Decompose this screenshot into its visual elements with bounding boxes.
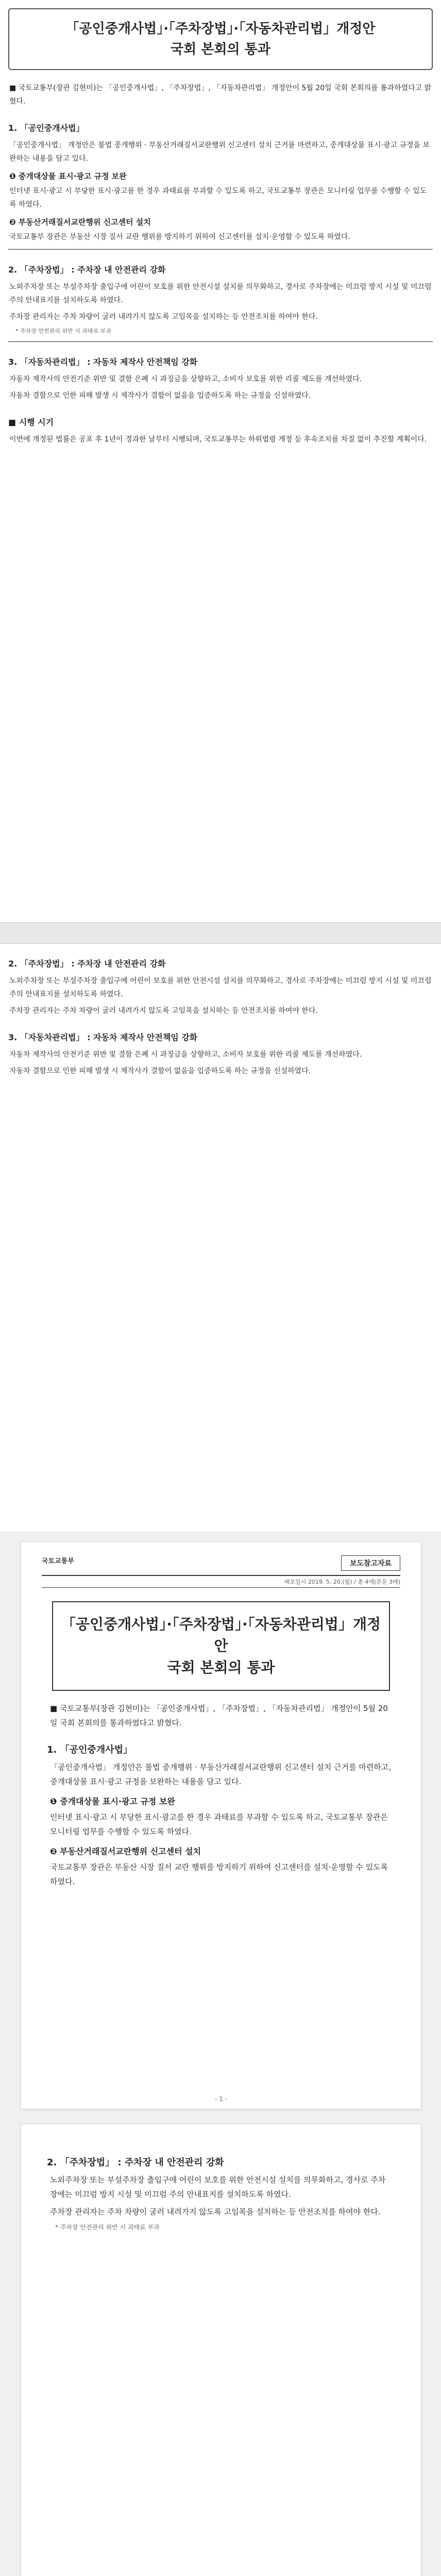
sheet-s1-sub1: ❶ 중개대상물 표시·광고 규정 보완	[50, 1797, 175, 1806]
s1-sub2: ❷ 부동산거래질서교란행위 신고센터 설치	[9, 217, 151, 227]
s1-p1: 「공인중개사법」 개정안은 불법 중개행위 · 부동산거래질서교란행위 신고센터 설치 근거를 마련하고, 중개대상물 표시·광고 규정을 보완하는 내용을 담고 있다.	[9, 141, 430, 163]
page-2	[0, 944, 441, 1531]
sheet-s1-p2: 인터넷 표시·광고 시 부당한 표시·광고를 한 경우 과태료를 부과할 수 있도록 하고, 국토교통부 장관은 모니터링 업무를 수행할 수 있도록 하였다.	[50, 1812, 388, 1836]
s3-p1-repeat: 자동차 제작사의 안전기준 위반 및 결함 은폐 시 과징금을 상향하고, 소비자 보호를 위한 리콜 제도를 개선하였다.	[9, 1050, 362, 1059]
sheet-s2-heading: 2. 「주차장법」 : 주차장 내 안전관리 강화	[47, 2157, 224, 2168]
section-3-heading: 3. 「자동차관리법」 : 자동차 제작사 안전책임 강화	[8, 357, 198, 367]
title-line2: 국회 본회의 통과	[171, 42, 270, 57]
sheet-intro: ■ 국토교통부(장관 김현미)는 「공인중개사법」, 「주차장법」, 「자동차관리법」 개정안이 5월 20일 국회 본회의를 통과하였다고 밝혔다.	[50, 1704, 388, 1727]
s2-p2-repeat: 주차장 관리자는 주차 차량이 굴러 내려가지 않도록 고임목을 설치하는 등 안전조치를 하여야 한다.	[9, 1007, 318, 1015]
sheet-s2-p1: 노외주차장 또는 부설주차장 출입구에 어린이 보호를 위한 안전시설 설치를 의무화하고, 경사로 주차장에는 미끄럼 방지 시설 및 미끄럼 주의 안내표지를 설치하도록 하였다.	[50, 2175, 386, 2199]
s3-p2: 자동차 결함으로 인한 피해 발생 시 제작사가 결함이 없음을 입증하도록 하는 규정을 신설하였다.	[9, 392, 311, 400]
s2-p1-repeat: 노외주차장 또는 부설주차장 출입구에 어린이 보호를 위한 안전시설 설치를 의무화하고, 경사로 주차장에는 미끄럼 방지 시설 및 미끄럼 주의 안내표지를 설치하도록 하였다.	[9, 977, 432, 998]
s3-p2-repeat: 자동차 결함으로 인한 피해 발생 시 제작사가 결함이 없음을 입증하도록 하는 규정을 신설하였다.	[9, 1067, 311, 1075]
s1-p3: 국토교통부 장관은 부동산 시장 질서 교란 행위를 방지하기 위하여 신고센터를 설치·운영할 수 있도록 하였다.	[9, 233, 350, 241]
divider	[8, 341, 433, 342]
ministry-logo: 국토교통부	[42, 1557, 74, 1565]
sheet-s2-note: * 주차장 안전관리 위반 시 과태료 부과	[55, 2224, 160, 2231]
sheet-spread	[0, 1531, 441, 2576]
title-line1: 「공인중개사법」·「주차장법」·「자동차관리법」개정안	[65, 21, 376, 37]
sheet-s1-p1: 「공인중개사법」 개정안은 불법 중개행위 · 부동산거래질서교란행위 신고센터 설치 근거를 마련하고, 중개대상물 표시·광고 규정을 보완하는 내용을 담고 있다.	[50, 1762, 392, 1786]
s2-p2: 주차장 관리자는 주차 차량이 굴러 내려가지 않도록 고임목을 설치하는 등 안전조치를 하여야 한다.	[9, 313, 318, 321]
distribution-info: 배포일시 2019. 5. 20.(월) / 총 4매(본문 3매)	[42, 1575, 400, 1588]
section-1-heading: 1. 「공인중개사법」	[8, 123, 84, 133]
page-number: - 1 -	[215, 2095, 227, 2103]
divider	[8, 249, 433, 250]
page-separator	[0, 922, 441, 944]
section-2-heading-repeat: 2. 「주차장법」 : 주차장 내 안전관리 강화	[8, 959, 166, 969]
section-2-heading: 2. 「주차장법」 : 주차장 내 안전관리 강화	[8, 265, 166, 275]
s4-p1: 이번에 개정된 법률은 공포 후 1년이 경과한 날부터 시행되며, 국토교통부는 하위법령 개정 등 후속조치를 차질 없이 추진할 계획이다.	[9, 435, 427, 444]
intro	[9, 81, 432, 108]
s3-p1: 자동차 제작사의 안전기준 위반 및 결함 은폐 시 과징금을 상향하고, 소비자 보호를 위한 리콜 제도를 개선하였다.	[9, 375, 362, 383]
sheet-1	[21, 1541, 421, 2109]
section-3-heading-repeat: 3. 「자동차관리법」 : 자동차 제작사 안전책임 강화	[8, 1032, 198, 1042]
sheet-title-line2: 국회 본회의 통과	[167, 1659, 275, 1676]
sheet-2	[21, 2124, 421, 2576]
sheet-title	[52, 1601, 390, 1691]
release-tag: 보도참고자료	[341, 1555, 400, 1571]
s1-p2: 인터넷 표시·광고 시 부당한 표시·광고를 한 경우 과태료를 부과할 수 있도록 하고, 국토교통부 장관은 모니터링 업무를 수행할 수 있도록 하였다.	[9, 187, 427, 209]
s2-p1: 노외주차장 또는 부설주차장 출입구에 어린이 보호를 위한 안전시설 설치를 의무화하고, 경사로 주차장에는 미끄럼 방지 시설 및 미끄럼 주의 안내표지를 설치하도록 하였다.	[9, 283, 432, 304]
section-1	[9, 139, 432, 165]
sheet-s1-sub2: ❷ 부동산거래질서교란행위 신고센터 설치	[50, 1846, 201, 1856]
sheet-s1-heading: 1. 「공인중개사법」	[47, 1744, 132, 1755]
s2-note: * 주차장 안전관리 위반 시 과태료 부과	[15, 328, 111, 334]
s1-sub1: ❶ 중개대상물 표시·광고 규정 보완	[9, 172, 127, 181]
doc-title	[8, 8, 433, 70]
intro-text: ■ 국토교통부(장관 김현미)는 「공인중개사법」, 「주차장법」, 「자동차관리법」 개정안이 5월 20일 국회 본회의를 통과하였다고 밝혔다.	[9, 84, 432, 106]
sheet-s1-p3: 국토교통부 장관은 부동산 시장 질서 교란 행위를 방지하기 위하여 신고센터를 설치·운영할 수 있도록 하였다.	[50, 1862, 388, 1886]
sheet-s2-p2: 주차장 관리자는 주차 차량이 굴러 내려가지 않도록 고임목을 설치하는 등 안전조치를 하여야 한다.	[50, 2207, 381, 2216]
sheet-title-line1: 「공인중개사법」·「주차장법」·「자동차관리법」개정안	[61, 1616, 381, 1654]
page-1	[0, 0, 441, 922]
section-4-heading: ■ 시행 시기	[8, 417, 54, 427]
